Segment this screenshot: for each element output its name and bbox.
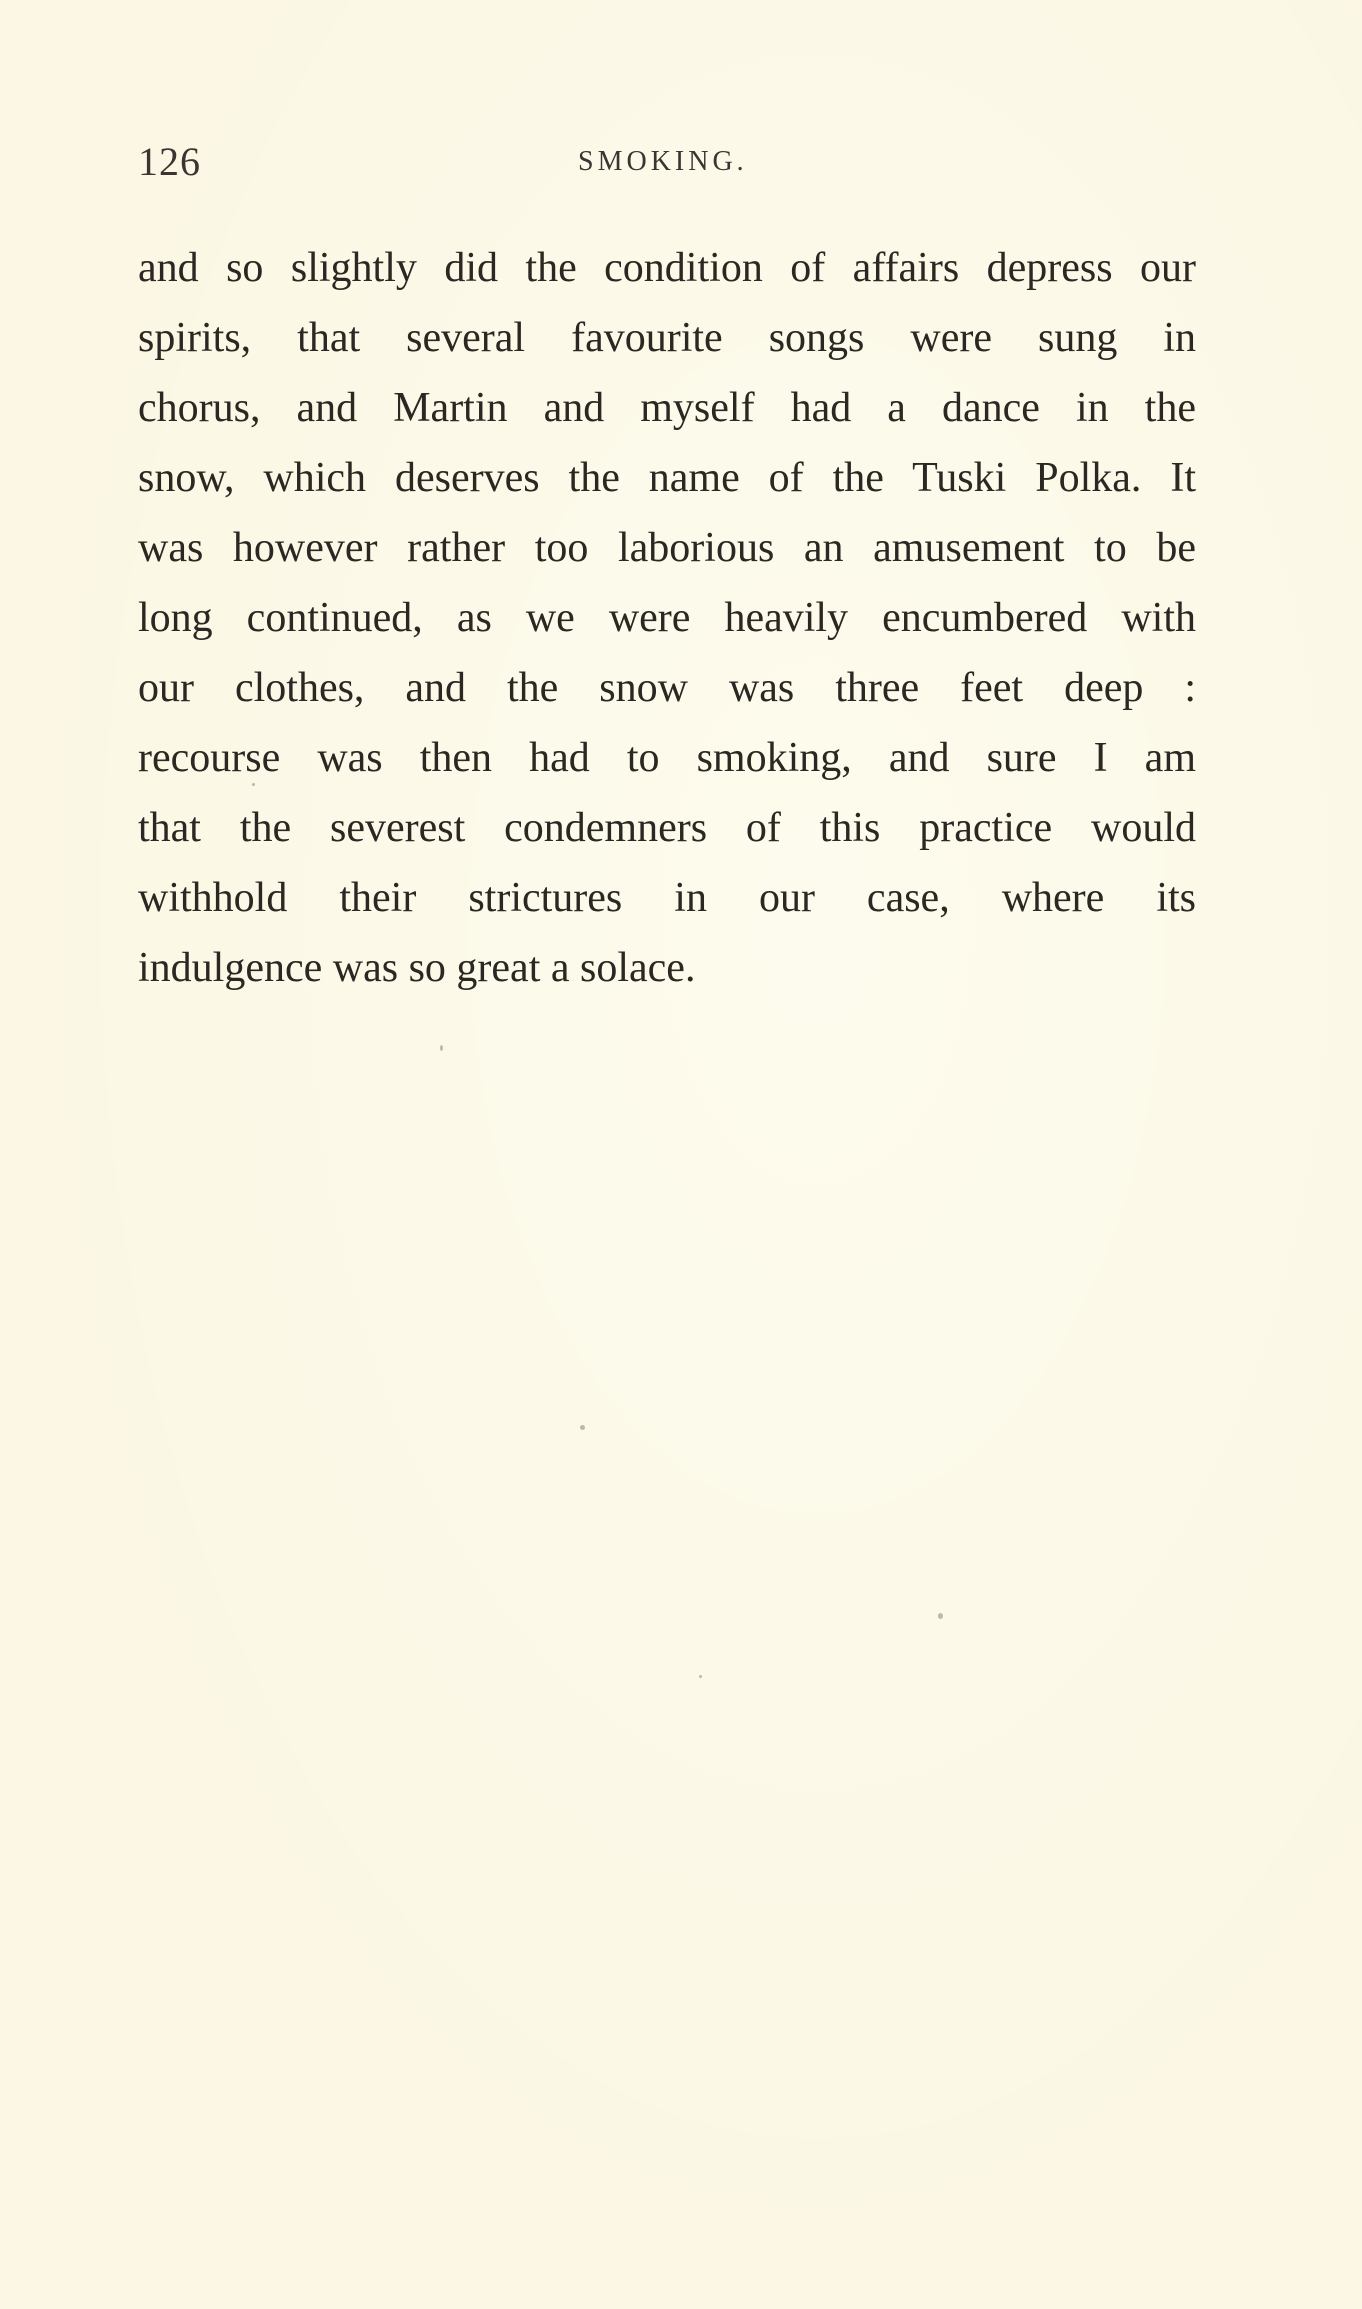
body-paragraph bbox=[138, 233, 1196, 1003]
page-number: 126 bbox=[138, 139, 201, 184]
text-line: snow, which deserves the name of the Tuski Polka. It bbox=[138, 455, 1196, 501]
text-line: withhold their strictures in our case, where its bbox=[138, 875, 1196, 921]
text-line: our clothes, and the snow was three feet deep : bbox=[138, 665, 1196, 711]
text-line: recourse was then had to smoking, and sure I am bbox=[138, 735, 1196, 781]
paper-speck bbox=[252, 783, 255, 786]
paper-speck bbox=[699, 1675, 702, 1678]
running-head bbox=[138, 138, 1196, 188]
text-line: chorus, and Martin and myself had a dance in the bbox=[138, 385, 1196, 431]
paper-speck bbox=[580, 1425, 585, 1430]
text-line: spirits, that several favourite songs were sung in bbox=[138, 315, 1196, 361]
paper-speck bbox=[440, 1045, 443, 1051]
text-line: was however rather too laborious an amusement to be bbox=[138, 525, 1196, 571]
text-line: and so slightly did the condition of affairs depress our bbox=[138, 245, 1196, 291]
running-title: SMOKING. bbox=[578, 146, 748, 177]
text-line-last: indulgence was so great a solace. bbox=[138, 945, 696, 991]
text-line: long continued, as we were heavily encumbered with bbox=[138, 595, 1196, 641]
text-line: that the severest condemners of this practice would bbox=[138, 805, 1196, 851]
paper-speck bbox=[938, 1613, 943, 1619]
